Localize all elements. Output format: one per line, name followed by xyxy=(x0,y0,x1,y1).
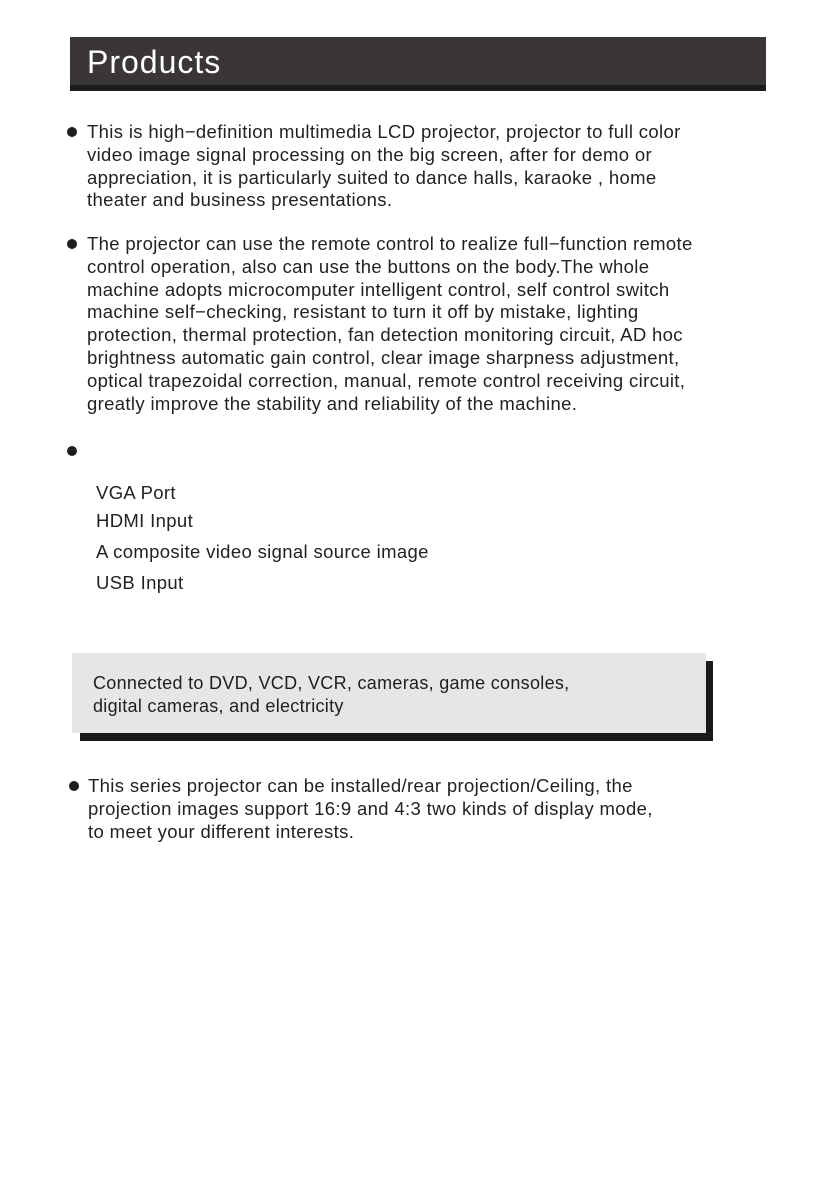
installation-paragraph: This series projector can be installed/rear projection/Ceiling, the projection images support 16:9 and 4:3 two kinds of display mode, to meet your different interests. xyxy=(88,775,653,842)
connection-callout xyxy=(72,653,706,733)
input-list-item: HDMI Input xyxy=(96,510,194,531)
bullet-dot-icon xyxy=(67,239,77,249)
intro-paragraph: This is high−definition multimedia LCD projector, projector to full color video image signal processing on the big screen, after for demo or appreciation, it is particularly suited to dance halls, karaoke , home theater and business presentations. xyxy=(87,121,681,211)
input-list-item: A composite video signal source image xyxy=(96,541,429,562)
bullet-dot-icon xyxy=(67,127,77,137)
header-rule xyxy=(70,89,766,91)
features-paragraph: The projector can use the remote control to realize full−function remote control operation, also can use the buttons on the body.The whole machine adopts microcomputer intelligent control, self control switch machine self−checking, resistant to turn it off by mistake, lighting protection, thermal protection, fan detection monitoring circuit, AD hoc brightness automatic gain control, clear image sharpness adjustment, optical trapezoidal correction, manual, remote control receiving circuit, greatly improve the stability and reliability of the machine. xyxy=(87,233,693,414)
callout-text: Connected to DVD, VCD, VCR, cameras, game consoles, digital cameras, and electricity xyxy=(93,673,570,716)
input-list-item: VGA Port xyxy=(96,482,176,503)
input-list-item: USB Input xyxy=(96,572,184,593)
page-title: Products xyxy=(87,44,222,80)
section-header-bar xyxy=(70,37,766,89)
bullet-dot-icon xyxy=(67,446,77,456)
bullet-dot-icon xyxy=(69,781,79,791)
